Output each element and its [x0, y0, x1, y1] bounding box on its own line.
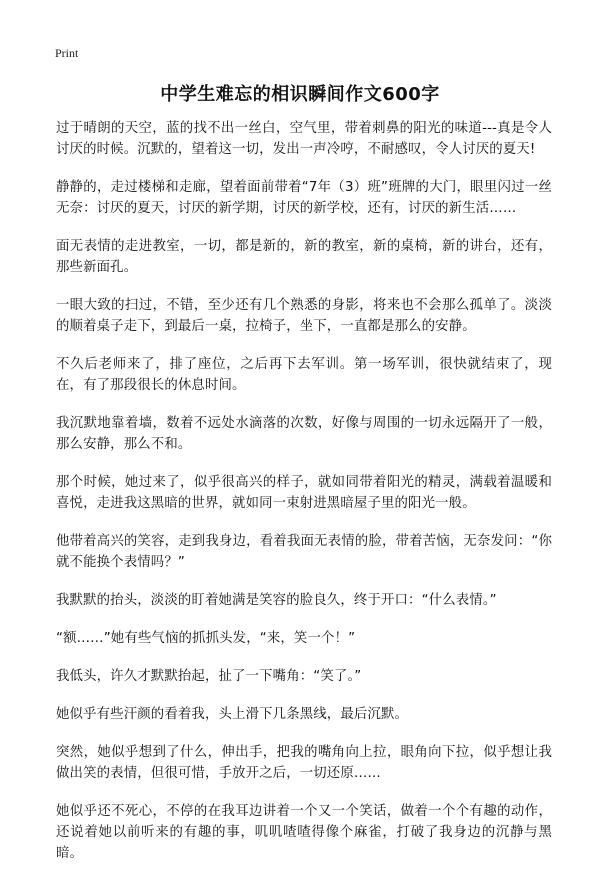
paragraph-8: 他带着高兴的笑容，走到我身边，看着我面无表情的脸，带着苦恼，无奈发问：“你就不能换个表情吗？”	[56, 534, 552, 570]
paragraph-11: 我低头，许久才默默抬起，扯了一下嘴角：“笑了。”	[56, 669, 362, 684]
paragraph-14: 她似乎还不死心，不停的在我耳边讲着一个又一个笑话，做着一个个有趣的动作，还说着她以前听来的有趣的事，叽叽喳喳得像个麻雀，打破了我身边的沉静与黑暗。	[56, 804, 552, 861]
paragraph-7: 那个时候，她过来了，似乎很高兴的样子，就如同带着阳光的精灵，满载着温暖和喜悦，走进我这黑暗的世界，就如同一束射进黑暗屋子里的阳光一般。	[56, 475, 552, 511]
article-body	[56, 118, 552, 881]
paragraph-4: 一眼大致的扫过，不错，至少还有几个熟悉的身影，将来也不会那么孤单了。淡淡的顺着桌子走下，到最后一桌，拉椅子，坐下，一直都是那么的安静。	[56, 298, 552, 334]
paragraph-13: 突然，她似乎想到了什么，伸出手，把我的嘴角向上拉，眼角向下拉，似乎想让我做出笑的表情，但很可惜，手放开之后，一切还原……	[56, 745, 552, 781]
page-title: 中学生难忘的相识瞬间作文600字	[160, 84, 440, 105]
paragraph-2: 静静的，走过楼梯和走廊，望着面前带着“7年（3）班”班牌的大门，眼里闪过一丝无奈：讨厌的夏天，讨厌的新学期，讨厌的新学校，还有，讨厌的新生活……	[56, 180, 552, 216]
paragraph-3: 面无表情的走进教室，一切，都是新的，新的教室，新的桌椅，新的讲台，还有，那些新面孔。	[56, 239, 552, 275]
paragraph-12: 她似乎有些汗颜的看着我，头上滑下几条黑线，最后沉默。	[56, 707, 409, 722]
paragraph-1: 过于晴朗的天空，蓝的找不出一丝白，空气里，带着刺鼻的阳光的味道---真是令人讨厌的时候。沉默的，望着这一切，发出一声冷哼，不耐感叹，令人讨厌的夏天!	[56, 121, 552, 157]
print-link[interactable]: Print	[55, 46, 79, 60]
paragraph-10: “额……”她有些气恼的抓抓头发，“来，笑一个！”	[56, 631, 356, 646]
paragraph-5: 不久后老师来了，排了座位，之后再下去军训。第一场军训，很快就结束了，现在，有了那段很长的休息时间。	[56, 357, 552, 393]
paragraph-9: 我默默的抬头，淡淡的盯着她满是笑容的脸良久，终于开口：“什么表情。”	[56, 593, 497, 608]
paragraph-6: 我沉默地靠着墙，数着不远处水滴落的次数，好像与周围的一切永远隔开了一般，那么安静，那么不和。	[56, 416, 552, 452]
